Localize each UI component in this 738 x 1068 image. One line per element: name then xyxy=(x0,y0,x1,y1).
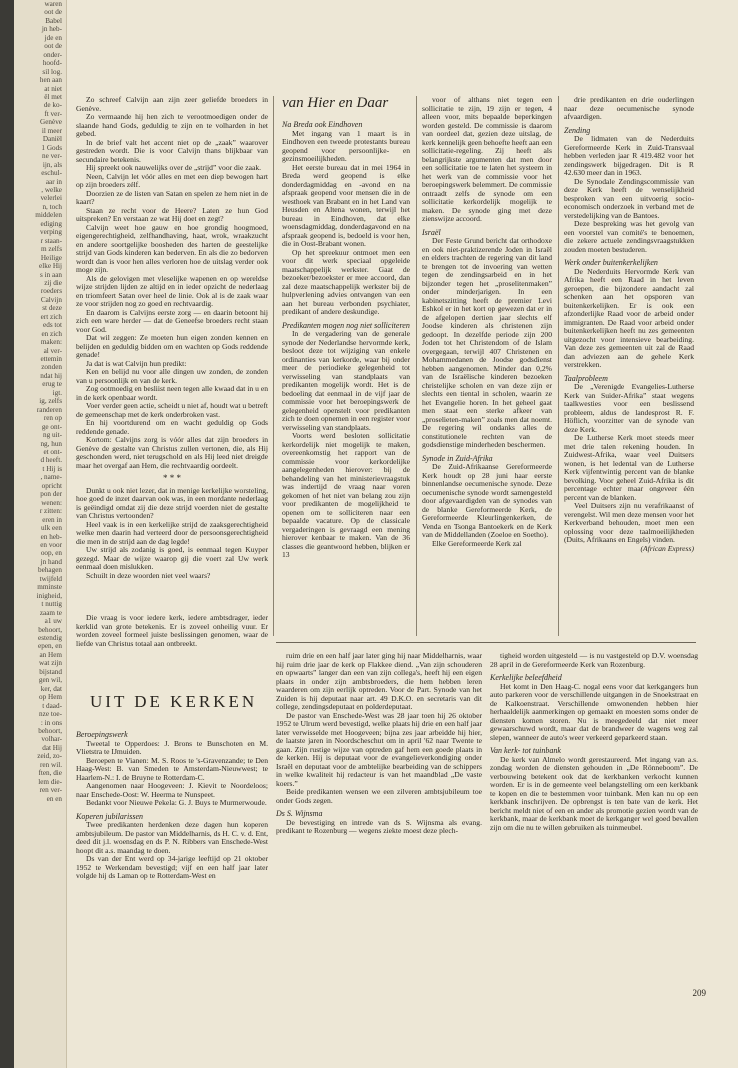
paragraph: Op het spreekuur ontmoet men een voor dit werk speciaal opgeleide maatschappelijk werkster. Gaat de bezoeker/bezoekster er mee accoord, dan zal deze maatschappelijk werkster bij de hulpverlening advies ontvangen van een aan het bureau verbonden psychiater, predikant of andere deskundige. xyxy=(282,247,410,316)
paragraph: Ds van der Ent werd op 34-jarige leeftijd op 21 oktober 1952 te Werkendam bevestigd; vijf en een half jaar later volgde hij ds Laman op te Rotterdam-West en xyxy=(76,854,268,880)
gutter-line: waren xyxy=(44,0,62,8)
subheading: Koperen jubilarissen xyxy=(76,811,144,821)
gutter-line: at niet xyxy=(44,84,62,93)
gutter-line: ediging xyxy=(40,219,62,228)
gutter-line: ne ver- xyxy=(41,152,62,161)
calvijn-closing xyxy=(76,614,268,674)
paragraph: Heel vaak is in een kerkelijke strijd de zaaksgerechtigheid welke men daarin had verteerd door de persoonsgerechtigheid die men in de strijd aan de dag legde! xyxy=(76,519,268,546)
gutter-line: igt. xyxy=(52,388,62,397)
column-divider xyxy=(558,96,559,636)
paragraph: In de vergadering van de generale synode der Nederlandse hervormde kerk, besloot deze tot wijziging van enkele ordinanties van kerkorde, waar bij onder meer de periodieke gelegenheid tot verwisseling van standplaats van predikanten mogelijk wordt. Het is de bedoeling dat eenmaal in de vijf jaar de commissie voor het beroepingswerk de gelegenheid openstelt voor predikanten zich te doen opnemen in een register voor verwisseling van standplaats. xyxy=(282,329,410,432)
gutter-line: pon der xyxy=(40,490,62,499)
title-rest: ERKEN xyxy=(185,692,258,711)
gutter-line: Heilige xyxy=(40,253,62,262)
section-separator: * * * xyxy=(163,473,181,483)
magazine-page xyxy=(14,0,738,1068)
paragraph: Ja dat is wat Calvijn hun predikt: xyxy=(86,358,187,368)
gutter-line: n, toch xyxy=(42,202,62,211)
kerken-column-2 xyxy=(276,652,482,1048)
previous-page-gutter xyxy=(14,0,67,1068)
gutter-line: middelen xyxy=(35,211,62,220)
gutter-line: en heb- xyxy=(40,532,62,541)
subheading: Na Breda ook Eindhoven xyxy=(282,120,363,129)
gutter-line: sil log. xyxy=(42,67,62,76)
gutter-line: erug te xyxy=(42,380,62,389)
paragraph: Bedankt voor Nieuwe Pekela: G. J. Buys te Murmerwoude. xyxy=(86,798,267,807)
gutter-line: ren op xyxy=(43,414,62,423)
subheading: Beroepingswerk xyxy=(76,730,128,739)
paragraph: Voorts werd besloten sollicitatie kerkordelijk niet mogelijk te maken, overeenkomstig het rapport van de commissie voor kerkordelijke aangelegenheden hierover: bij de behandeling van het ministerievraagstuk was indertijd de vraag naar voren gekomen of het niet van belang zou zijn voor predikanten de mogelijkheid te openen om te solliciteren naar een bepaalde vacature. Op de classicale vergaderingen is gevraagd een mening hierover kenbaar te maken. Van de 36 classes die geantwoord hebben, blijken er 13 xyxy=(282,431,410,559)
gutter-line: gen wil, xyxy=(38,676,62,685)
calvijn-article xyxy=(76,96,268,640)
gutter-line: jn hand xyxy=(40,557,62,566)
gutter-line: : in ons xyxy=(40,718,62,727)
gutter-line: Daniël xyxy=(42,135,62,144)
page-number: 209 xyxy=(692,988,706,998)
subheading: Werk onder buitenkerkelijken xyxy=(564,258,658,267)
column-divider xyxy=(273,96,274,636)
uit-de-kerken-title xyxy=(90,684,257,714)
gutter-line: maken: xyxy=(40,338,62,347)
gutter-line: Babel xyxy=(45,16,62,25)
gutter-line: op Hem xyxy=(39,693,62,702)
gutter-line: eren in xyxy=(42,515,62,524)
gutter-line: ren wil. xyxy=(40,760,62,769)
gutter-line: verping xyxy=(40,228,62,237)
gutter-line: behagen xyxy=(38,566,62,575)
subheading: Van kerk- tot tuinbank xyxy=(490,746,561,755)
paragraph: Calvijn weet hoe gauw en hoe grondig hoogmoed, eigengerechtigheid, zelfhandhaving, haat, wrok, wraakzucht en andere soortgelijke boosheden des harten de geestelijke strijd van Gods kinderen kan bederven. En als die zo bedorven wordt dan is voor hen alles verloren hoe de uitslag verder ook moge zijn. xyxy=(76,222,268,274)
paragraph: Dunkt u ook niet lezer, dat in menige kerkelijke worsteling, hoe goed de inzet daarvan ook was, in een mordante nederlaag is geëindigd omdat zij die deze strijd voerden niet de gestalte van Christus vertoonden? xyxy=(76,485,268,520)
gutter-line: de ko- xyxy=(43,101,62,110)
gutter-line: , welke xyxy=(41,185,62,194)
subheading: Ds S. Wijnsma xyxy=(276,809,323,818)
gutter-line: hen aan xyxy=(39,76,62,85)
paragraph: Uw strijd als zodanig is goed, is eenmaal tegen Kuyper gezegd. Maar de wijze waarop gij die voert zal Uw werk eenmaal doen mislukken. xyxy=(76,545,268,571)
subheading: Synode in Zuid-Afrika xyxy=(422,453,493,463)
gutter-line: ijn, als xyxy=(42,160,62,169)
gutter-line: en voor xyxy=(40,541,62,549)
gutter-line: randeren xyxy=(36,405,62,414)
gutter-line: jde en xyxy=(44,33,62,42)
gutter-line: ng, hun xyxy=(40,439,62,448)
paragraph: De Nederduits Hervormde Kerk van Afrika heeft een Raad in het leven geroepen, die bijzondere aandacht zal schenken aan het opsporen van buitenkerkelijken. Er is ook een afzonderlijke Raad voor de arbeid onder immigranten. De Raad voor arbeid onder buitenkerkelijken heeft nu zes gemeenten uitgezocht voor intensieve bearbeiding. Van deze zes gemeenten uit zal de Raad dan adviezen aan de gehele Kerk verstrekken. xyxy=(564,266,694,369)
gutter-line: en en xyxy=(46,794,62,803)
gutter-line: a1 uw xyxy=(44,617,62,626)
gutter-line: t daad- xyxy=(42,701,62,710)
gutter-line: ert zich xyxy=(40,312,62,321)
gutter-line: d heeft. xyxy=(40,456,62,465)
van-hier-en-daar-heading xyxy=(282,94,388,112)
gutter-line: jn heb- xyxy=(41,25,62,34)
paragraph: De Zuid-Afrikaanse Gereformeerde Kerk houdt op 28 juni haar eerste binnenlandse oecumenische synode. Deze oecumenische synode wordt samengesteld door afgevaardigden van de synodes van de blanke Gereformeerde Kerk, de Gereformeerde Kleurlingenkerken, de Venda en Tsonga Bantoekerk en de Kerk van de Middellanden (Zoeloe en Soetho). xyxy=(422,462,552,539)
paragraph: De bevestiging en intrede van ds S. Wijnsma als evang. predikant te Rozenburg — wegens ziekte moest deze plech- xyxy=(276,817,482,835)
kerken-column-1 xyxy=(76,726,268,1048)
gutter-line: lem die- xyxy=(38,777,62,786)
vanhier-column-2 xyxy=(282,116,410,639)
gutter-line: twijfeld xyxy=(39,574,62,583)
paragraph: De lidmaten van de Nederduits Gereformeerde Kerk in Zuid-Transvaal hebben verleden jaar R 419.482 voor het zendingswerk bijgedragen. Dit is R 42.630 meer dan in 1963. xyxy=(564,134,694,177)
gutter-line: ndat hij xyxy=(40,371,62,380)
gutter-line: zonden xyxy=(41,363,62,372)
paragraph: De „Verenigde Evangelies-Lutherse Kerk van Suider-Afrika” staat wegens taalkwesties voor een beslissend probleem, aldus de landesprost R. F. Höflich, voorzitter van de synode van deze Kerk. xyxy=(564,382,694,434)
subheading: Israël xyxy=(422,227,441,237)
gutter-line: st deze xyxy=(42,304,62,313)
gutter-line: ulk een xyxy=(41,524,62,533)
gutter-line: dat Hij xyxy=(42,743,62,752)
gutter-line: t nuttig xyxy=(41,600,62,609)
gutter-line: wenen: xyxy=(41,498,62,507)
paragraph: Tweetal te Opperdoes: J. Brons te Bunschoten en M. Vlietstra te IJmuiden. xyxy=(76,738,268,756)
kerken-column-3 xyxy=(490,652,698,1048)
gutter-line: behoort, xyxy=(38,726,62,735)
paragraph: Dat wil zeggen: Ze moeten hun eigen zonden kennen en belijden en geduldig bidden om en wachten op Gods reddende genade! xyxy=(76,333,268,359)
gutter-line: ften, die xyxy=(38,769,62,778)
gutter-line: an Hem xyxy=(39,650,62,659)
gutter-line: ren ver- xyxy=(39,786,62,795)
gutter-line: elke Hij xyxy=(39,262,62,271)
paragraph: Zog ootmoedig en besliist neen tegen alle kwaad dat in u en in de kerk openbaar wordt. xyxy=(76,384,268,402)
column-divider xyxy=(416,96,417,636)
gutter-line: al ver- xyxy=(43,346,62,355)
gutter-line: il meer xyxy=(41,126,62,135)
gutter-line: eschul- xyxy=(41,169,62,178)
section-rule xyxy=(276,642,696,643)
subheading: Zending xyxy=(564,125,591,135)
paragraph: Het komt in Den Haag-C. nogal eens voor dat kerkgangers hun auto parkeren voor de verschillende uitgangen in de Snoekstraat en de Kalkoenstraat. Verschillende omwonenden hebben hier herhaaldelijk aanmerkingen op gemaakt en moesten soms onder de diensten komen storen. Nu is meegedeeld dat niet meer gewaarschuwd wordt, maar dat de brandweer de wagens weg zal slepen, wanneer de auto's weer verkeerd geparkeerd staan. xyxy=(490,681,698,742)
section-title: van Hier en Daar xyxy=(282,95,389,111)
gutter-line: Genève xyxy=(40,118,62,127)
gutter-line: inigheid, xyxy=(36,591,62,600)
closing-paragraph: Die vraag is voor iedere kerk, iedere ambtsdrager, ieder kerklid van grote betekenis. Er is zoveel onheilig vuur. Er worden zoveel formeel juiste beslissingen genomen, waar de liefde van Christus totaal aan ontbreekt. xyxy=(76,614,268,648)
gutter-line: ël met xyxy=(44,92,62,101)
paragraph: Neen, Calvijn let vóór alles en met een diep bewogen hart op zijn broeders zélf. xyxy=(76,171,268,189)
subheading: Taalprobleem xyxy=(564,373,608,383)
gutter-line: en zich xyxy=(41,329,62,338)
paragraph: De Synodale Zendingscommissie van deze Kerk heeft de wenselijkheid besproken van een uitvoerig socio-economisch onderzoek in verband met de verstedelijking van de Bantoes. xyxy=(564,176,694,220)
gutter-line: velerlei xyxy=(40,194,62,203)
paragraph: ruim drie en een half jaar later ging hij naar Middelharnis, waar hij ruim drie jaar de kerk op Flakkee diend. „Van zijn schouderen en opwaarts” langer dan een van zijn collega's, heeft hij een eigen plaats in onder zijn ambtsbroeders, die hem hebben leren waarderen om zijn eerlijk optreden. Voor de Part. Synode van het Zuiden is hij deputaat naar art. 49 D.K.O. en secretaris van dit college, zendingsdeputaat en polderdeputaat. xyxy=(276,652,482,711)
paragraph: Elke Gereformeerde Kerk zal xyxy=(432,538,522,548)
gutter-line: roeders xyxy=(40,287,62,296)
gutter-line: epen, en xyxy=(38,642,62,651)
gutter-line: , name- xyxy=(40,473,62,482)
gutter-line: m zelfs xyxy=(41,245,62,254)
paragraph: Als de gelovigen met vleselijke wapenen en op wereldse wijze strijden lijden ze altijd en in ieder opzicht de nederlaag en triomfeert Satan over heel de linie. Ook al is de zaak waar ze voor strijden nog zo goed en rechtvaardig. xyxy=(76,273,268,308)
paragraph: Ken en belijd nu voor alle dingen uw zonden, de zonden van u persoonlijk en van de kerk. xyxy=(76,367,268,385)
gutter-line: hoofd- xyxy=(42,59,62,68)
paragraph: voor of althans niet tegen een sollicitatie te zijn, 19 zijn er tegen, 4 alleen voor, mits bepaalde beperkingen worden gesteld. De commissie is daarom van oordeel dat, gezien deze uitslag, de kerk kennelijk geen behoefte heeft aan een sollicitatie-regeling. Zij heeft als belangrijkste argumenten dat men door een sollicitatie toe te laten het systeem in het werk van de commissie voor het beroepingswerk belemmert. De commissie ontraadt zelfs de synode om een sollicitatie kerkordelijk mogelijk te maken. De synode ging met deze zienswijze accoord. xyxy=(422,96,552,223)
gutter-line: r staan- xyxy=(40,236,62,245)
paragraph: De Lutherse Kerk moet steeds meer met drie talen rekening houden. In Zuidwest-Afrika, waar veel Duitsers wonen, is het ledental van de Lutherse Kerk vijfentwintig percent van de blanke bevolking. Voor geheel Zuid-Afrika is dit percentage echter maar ongeveer één percent van de blanken. xyxy=(564,433,694,502)
paragraph: En hij voortdurend om en wacht geduldig op Gods reddende genade. xyxy=(76,418,268,436)
paragraph: De pastor van Enschede-West was 28 jaar toen hij 26 oktober 1952 te Ulrum werd bevestigd, welke plaats hij drie en een half jaar later verwisselde met Hoogeveen; bijna zes jaar arbeidde hij hier, de laatste jaren in Noordscheschut om in april '62 naar Twente te gaan. Zijn rustige wijze van optreden gaf hem een goede plaats in de kerken. Hij is deputaat voor de evangelieverkondiging onder Israël en deputaat voor de ambtelijke bearbeiding van de schippers in welke kwaliteit hij redacteur is van het maandblad „De vaste koers.” xyxy=(276,710,482,788)
gutter-line: bijstand xyxy=(39,667,62,676)
paragraph: Aangenomen naar Hoogeveen: J. Kievit te Noordeloos; naar Enschede-Oost: W. Heerma te Nunspeet. xyxy=(76,781,268,799)
gutter-line: nze toe- xyxy=(39,710,62,719)
gutter-line: t Hij is xyxy=(42,464,62,473)
paragraph: En daarom is Calvijns eerste zorg — en daarin betoont hij zich een ware herder — dat de Geneefse broeders recht staan voor God. xyxy=(76,307,268,334)
gutter-line: ig, zelfs xyxy=(39,397,62,406)
gutter-line: aar in xyxy=(45,177,62,186)
paragraph: drie predikanten en drie ouderlingen naar deze oecumenische synode afvaardigen. xyxy=(564,96,694,121)
paragraph: Beroepen te Vianen: M. S. Roos te 's-Gravenzande; te Den Haag-West: B. van Smeden te Amsterdam-Nieuwwest; te Haarlem-N.: I. de Bruyne te Rotterdam-C. xyxy=(76,755,268,782)
paragraph: Zo schreef Calvijn aan zijn zeer geliefde broeders in Genève. xyxy=(76,96,268,113)
gutter-line: et ont- xyxy=(43,448,62,457)
paragraph: Twee predikanten herdenken deze dagen hun koperen ambtsjubileum. De pastor van Middelharnis, ds H. C. v. d. Ent, deed dit j.l. woensdag en ds P. N. Ribbers van Enschede-West hoopt dit a.s. maandag te doen. xyxy=(76,820,268,855)
gutter-line: mminste xyxy=(37,583,62,592)
gutter-line: wat zijn xyxy=(39,659,62,668)
paragraph: Kortom: Calvijns zorg is vóór alles dat zijn broeders in Genève de gestalte van Christus zullen vertonen, die, als Hij geschonden werd, niet terugschold en als Hij leed niet dreigde maar het overgaf aan Hem, die rechtvaardig oordeelt. xyxy=(76,435,268,470)
paragraph: Veel Duitsers zijn nu verafrikaanst of verengelst. Wil men deze mensen voor het Kerkverband behouden, moet men een oplossing voor deze taalmoeilijkheden (Duits, Afrikaans en Engels) vinden. xyxy=(564,501,694,544)
paragraph: Deze bespreking was het gevolg van een voorstel van comité's te benoemen, die zekere actuele zendingsvraagstukken zouden moeten bestuderen. xyxy=(564,219,694,254)
gutter-line: 1 Gods xyxy=(41,143,62,152)
gutter-line: estendig xyxy=(38,633,62,642)
gutter-line: Calvijn xyxy=(40,295,62,304)
paragraph: Der Feste Grund bericht dat orthodoxe en ook niet-praktizerende Joden in Israël en elders trachten de regering van dit land te brengen tot de invoering van wetten tegen de zendingsarbeid en in het bijzonder tegen het „proselitenmaken” onder minderjarigen. In een kabinetszitting heeft de premier Levi Eshkol er in het kort op gewezen dat er in de afgelopen dertien jaar slechts elf Joodse kinderen als christenen zijn gedoopt. In dezelfde periode zijn 200 Joden tot het Christendom of de Islam overgegaan, terwijl 407 Christenen en Mohammedanen de Joodse godsdienst hebben aangenomen. Minder dan 0,2% van de Israëlische kinderen bezoeken christelijke scholen en van deze zijn er slechts een tiental in scholen, waarin ze het Evangelie horen. In het geheel gaat men staat een sterke afkeer van „proselieten-maken” zoals men dat noemt. De regering wil ondanks alles de constitutionele rechten van de godsdienstige minderheden beschermen. xyxy=(422,236,552,449)
title-first: UIT DE K xyxy=(90,692,186,711)
paragraph: In de brief valt het accent niet op de „zaak” waarover gestreden wordt. Die is voor Calvijn thans blijkbaar van secundaire betekenis. xyxy=(76,137,268,164)
gutter-line: ng uit- xyxy=(43,431,62,440)
gutter-line: ft ver- xyxy=(44,109,62,118)
paragraph: Hij spreekt ook nauwelijks over de „strijd” voor die zaak. xyxy=(86,163,262,172)
gutter-line: behoort, xyxy=(38,625,62,634)
source-credit: (African Express) xyxy=(640,543,694,553)
gutter-line: zeid, zo- xyxy=(37,752,62,761)
paragraph: Zo vermaande hij hen zich te verootmoedigen onder de slaande hand Gods, geduldig te zijn en te volharden in het gebed. xyxy=(76,112,268,138)
gutter-line: oot de xyxy=(44,8,62,17)
paragraph: Schuilt in deze woorden niet veel waars? xyxy=(86,570,211,580)
gutter-line: r zitten: xyxy=(39,507,62,516)
paragraph: Voer verder geen actie, scheidt u niet af, houdt wat u betreft de gemeenschap met de kerk onderbroken vast. xyxy=(76,401,268,419)
paragraph: De kerk van Almelo wordt gerestaureerd. Met ingang van a.s. zondag worden de diensten gehouden in „De Rönneboom”. De verbouwing betekent ook dat de kerkbanken verkocht kunnen worden. Er is in de gemeente veel belangstelling om een kerkbank te kopen en die te bestemmen voor tuinbank. Men kan nu op een kerkbank inschrijven. De opbrengst is ten bate van de kerk. Het bericht meldt niet of een en ander als promotie gezien wordt van de kerkbank, maar de kerkbank moet de kerkganger wel goed bevallen zijn om die nu te willen gebruiken als tuinmeubel. xyxy=(490,754,698,832)
paragraph: Doorzien ze de listen van Satan en spelen ze hem niet in de kaart? xyxy=(76,188,268,206)
gutter-line: eds tot xyxy=(43,321,62,330)
gutter-line: ge ont- xyxy=(41,422,62,431)
paragraph: Het eerste bureau dat in mei 1964 in Breda werd geopend is elke donderdagmiddag en -avond en na afspraak geopend voor mensen die in de westhoek van Brabant en in het Land van Heusden en Altena wonen, terwijl het bureau in Eindhoven, dat elke woensdagmiddag, donderdagavond en na afspraak geopend is, bedoeld is voor hen, die in Oost-Brabant wonen. xyxy=(282,162,410,248)
gutter-line: zaam te xyxy=(39,608,62,617)
paragraph: Met ingang van 1 maart is in Eindhoven een tweede protestants bureau geopend voor persoonlijke- en gezinsmoeilijkheden. xyxy=(282,128,410,163)
paragraph: Staan ze recht voor de Heere? Laten ze hun God uitspreken? En verstaan ze wat Hij doet en zegt? xyxy=(76,205,268,223)
gutter-line: ker, dat xyxy=(40,684,62,693)
gutter-line: oot de xyxy=(44,42,62,51)
gutter-line: opricht xyxy=(41,481,62,490)
gutter-line: oop, en xyxy=(40,549,62,558)
paragraph: tigheid worden uitgesteld — is nu vastgesteld op D.V. woensdag 28 april in de Gereformeerde Kerk van Rozenburg. xyxy=(490,652,698,669)
subheading: Kerkelijke beleefdheid xyxy=(490,673,562,682)
paragraph: Beide predikanten wensen we een zilveren ambtsjubileum toe onder Gods zegen. xyxy=(276,787,482,805)
vanhier-column-4 xyxy=(564,96,694,639)
subheading: Predikanten mogen nog niet solliciteren xyxy=(282,320,410,330)
gutter-line: zij die xyxy=(44,278,62,287)
gutter-line: s in aan xyxy=(40,270,62,279)
gutter-line: ettemin xyxy=(40,355,62,364)
vanhier-column-3 xyxy=(422,96,552,639)
gutter-line: onder- xyxy=(43,50,62,59)
gutter-line: volhar- xyxy=(41,735,62,744)
